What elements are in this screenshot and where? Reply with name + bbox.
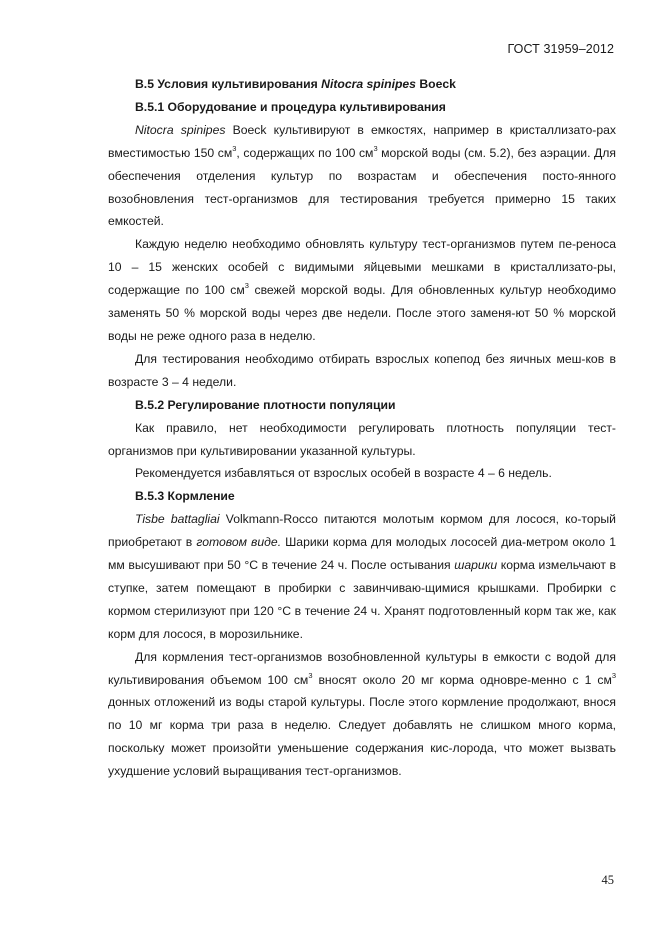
paragraph: Как правило, нет необходимости регулировать плотность популяции тест-организмов при культивировании указанной культуры. bbox=[108, 420, 616, 458]
paragraph: Tisbe battagliai Volkmann-Rocco питаются молотым кормом для лосося, ко-торый приобретают в готовом виде. Шарики корма для молодых лососей диа-метром около 1 мм высушивают при 50 °С в течение 24 ч. После остывания шарики корма измельчают в ступке, затем помещают в пробирки с завинчиваю-щимися крышками. Пробирки с кормом стерилизуют при 120 °С в течение 24 ч. Хранят подготовленный корм так же, как корм для лосося, в морозильнике. bbox=[108, 512, 616, 641]
section-heading-b52: В.5.2 Регулирование плотности популяции bbox=[135, 397, 396, 412]
page-number: 45 bbox=[601, 873, 614, 887]
section-heading-b5: В.5 Условия культивирования Nitocra spinipes Boeck bbox=[135, 77, 456, 91]
species-name: Nitocra spinipes bbox=[135, 122, 226, 137]
species-name: Tisbe battagliai bbox=[135, 512, 220, 527]
section-number: В.5.2 bbox=[135, 397, 165, 412]
document-body bbox=[108, 73, 616, 783]
paragraph: Каждую неделю необходимо обновлять культуру тест-организмов путем пе-реноса 10 – 15 женских особей с видимыми яйцевыми мешками в кристаллизато-ры, содержащие по 100 $см^3$ свежей морской воды. Для обновленных культур необходимо заменять 50 % морской воды через две недели. После этого заменя-ют 50 % морской воды не реже одного раза в неделю. bbox=[108, 237, 617, 343]
paragraph: Nitocra spinipes Boeck культивируют в емкостях, например в кристаллизато-рах вместимостью 150 $см^3$, содержащих по 100 $см^3$ морской воды (см. 5.2), без аэрации. Для обеспечения отделения культур по возрастам и обеспечения посто-янного возобновления тест-организмов для тестирования требуется примерно 15 таких емкостей. bbox=[108, 122, 616, 229]
paragraph: Рекомендуется избавляться от взрослых особей в возрасте 4 – 6 недель. bbox=[135, 466, 552, 481]
section-number: В.5 bbox=[135, 77, 154, 91]
section-heading-b51: В.5.1 Оборудование и процедура культивирования bbox=[135, 99, 446, 114]
section-heading-b53: В.5.3 Кормление bbox=[135, 489, 235, 504]
document-code: ГОСТ 31959–2012 bbox=[507, 42, 614, 56]
section-number: В.5.1 bbox=[135, 99, 165, 114]
paragraph: Для тестирования необходимо отбирать взрослых копепод без яичных меш-ков в возрасте 3 – 4 недели. bbox=[108, 351, 616, 389]
paragraph: Для кормления тест-организмов возобновленной культуры в емкости с водой для культивирования объемом 100 $см^3$ вносят около 20 мг корма одновре-менно с 1 $см^3$ донных отложений из воды старой культуры. После этого кормление продолжают, внося по 10 мг корма три раза в неделю. Следует добавлять не слишком много корма, поскольку может произойти уменьшение содержания кис-лорода, что может вызвать ухудшение условий выращивания тест-организмов. bbox=[108, 649, 616, 779]
section-number: В.5.3 bbox=[135, 489, 165, 504]
species-name: Nitocra spinipes bbox=[321, 77, 416, 91]
